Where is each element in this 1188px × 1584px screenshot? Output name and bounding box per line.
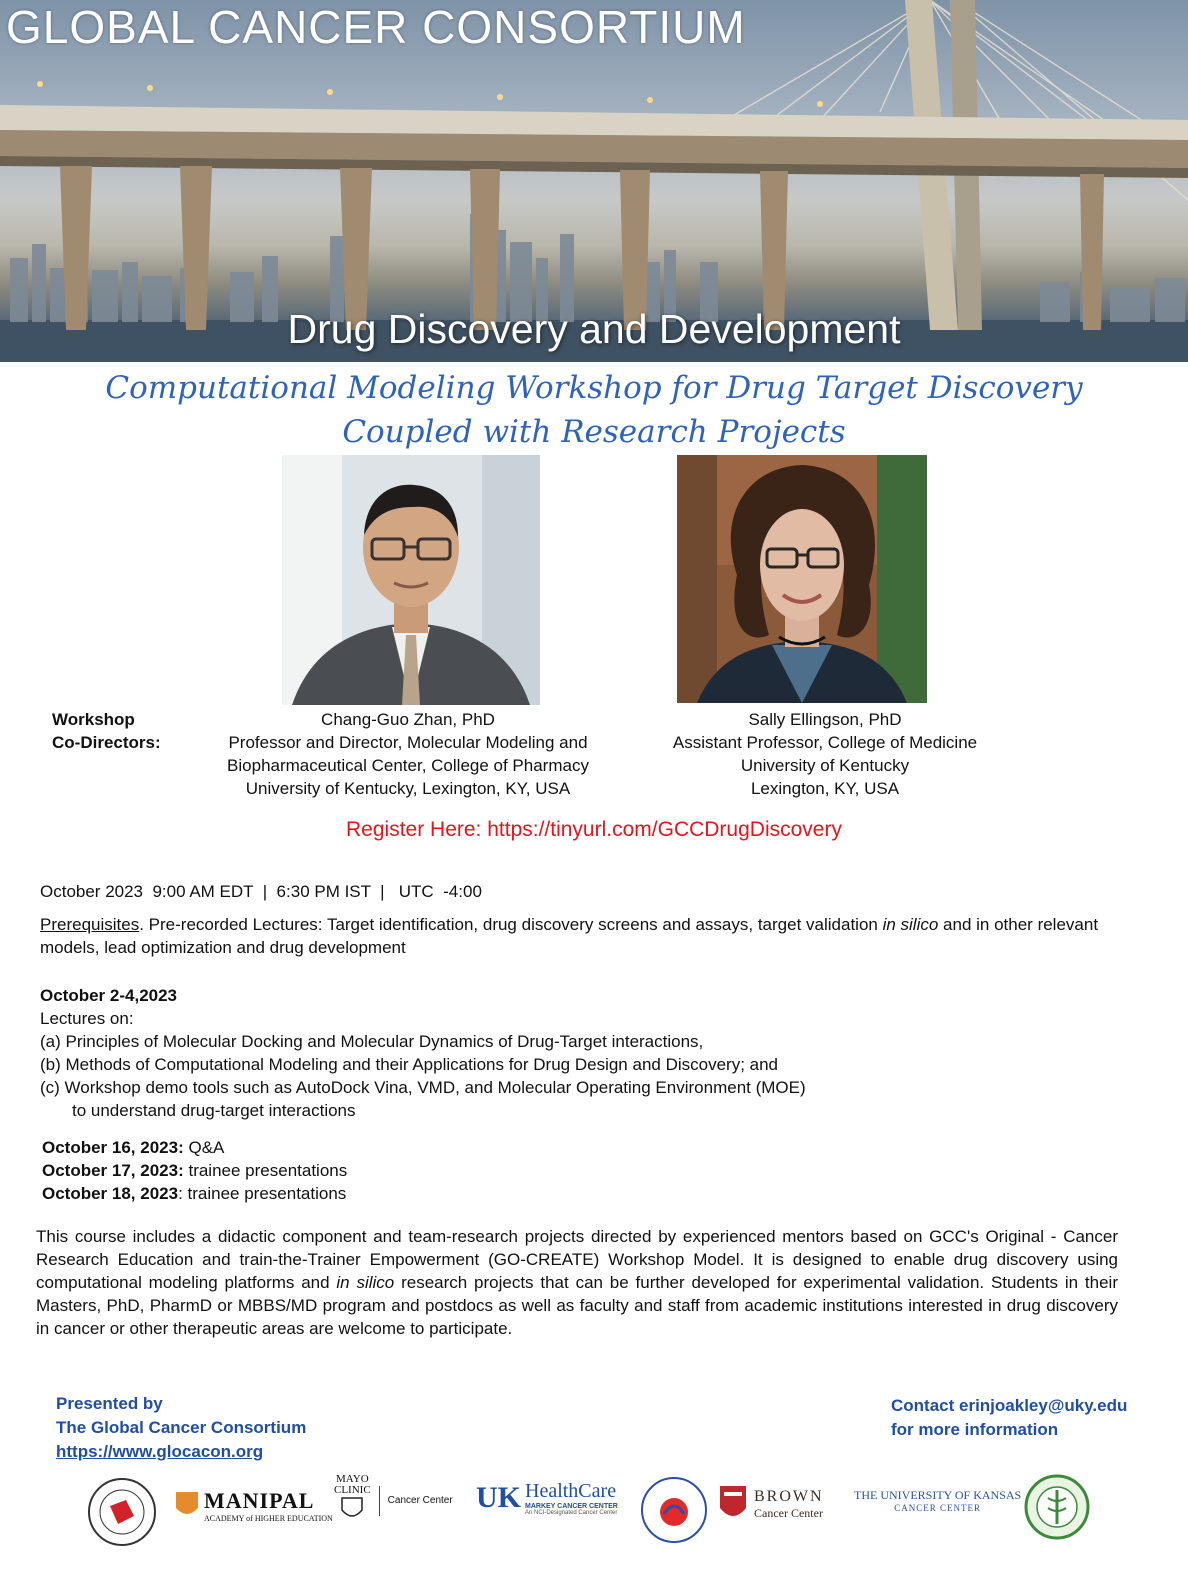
session-desc: trainee presentations bbox=[183, 1161, 348, 1180]
lecture-item-c: (c) Workshop demo tools such as AutoDock Vina, VMD, and Molecular Operating Environment (MOE) bbox=[40, 1078, 806, 1097]
header-banner bbox=[0, 0, 1188, 362]
director-zhan-title: Professor and Director, Molecular Modeling and bbox=[228, 733, 588, 752]
contact-prefix: Contact bbox=[891, 1396, 959, 1415]
contact-line2: for more information bbox=[891, 1420, 1059, 1439]
manipal-logo-text: MANIPAL bbox=[204, 1488, 315, 1513]
director-ellingson-affiliation: University of Kentucky bbox=[740, 756, 910, 775]
director-zhan-info bbox=[200, 708, 616, 800]
manipal-crest-icon bbox=[174, 1490, 200, 1522]
director-ellingson-location: Lexington, KY, USA bbox=[750, 779, 900, 798]
saroj-gupta-emblem-icon bbox=[638, 1474, 710, 1546]
session-desc: : trainee presentations bbox=[178, 1184, 347, 1203]
workshop-title-line1: Computational Modeling Workshop for Drug Target Discovery bbox=[105, 370, 1083, 406]
mayo-cancer-center-text: Cancer Center bbox=[387, 1495, 453, 1506]
uk-logo-text: HealthCare bbox=[525, 1480, 617, 1502]
session-row bbox=[42, 1136, 347, 1159]
prerequisites-text-cont: and in other relevant models, lead optimization and drug development bbox=[40, 915, 1099, 957]
codirectors-label-cont: Co-Directors: bbox=[52, 733, 161, 752]
director-ellingson-title: Assistant Professor, College of Medicine bbox=[672, 733, 978, 752]
brown-cancer-center-text: Cancer Center bbox=[754, 1505, 823, 1520]
session-row bbox=[42, 1159, 347, 1182]
director-ellingson-info bbox=[650, 708, 1000, 800]
tata-emblem-icon bbox=[86, 1476, 158, 1548]
prerequisites-paragraph bbox=[40, 913, 1120, 959]
session-row bbox=[42, 1182, 347, 1205]
china-medical-emblem-icon bbox=[1024, 1474, 1090, 1540]
session-desc: Q&A bbox=[183, 1138, 225, 1157]
mayo-logo-text-2: CLINIC bbox=[334, 1484, 371, 1496]
photo-chang-guo-zhan bbox=[282, 455, 540, 705]
contact-line bbox=[891, 1394, 1127, 1418]
session-date: October 18, 2023 bbox=[42, 1184, 179, 1203]
prerequisites-italic: in silico bbox=[882, 915, 939, 934]
description-text-cont: research projects that can be further developed for experimental validation. Students in their Masters, PhD, PharmD or MBBS/MD program and postdocs as well as faculty and staff from academic institutions interested in drug discovery in cancer or other therapeutic areas are welcome to participate. bbox=[36, 1273, 1118, 1338]
lecture-dates: October 2-4,2023 bbox=[40, 986, 178, 1005]
director-zhan-dept: Biopharmaceutical Center, College of Pharmacy bbox=[227, 756, 589, 775]
description-italic: in silico bbox=[336, 1273, 395, 1292]
uk-logo-mark: UK bbox=[476, 1481, 521, 1514]
contact-email-link[interactable]: erinjoakley@uky.edu bbox=[959, 1396, 1128, 1415]
director-zhan-affiliation: University of Kentucky, Lexington, KY, USA bbox=[245, 779, 571, 798]
uk-markey-text: MARKEY CANCER CENTER bbox=[525, 1503, 618, 1510]
uk-healthcare-logo bbox=[476, 1480, 618, 1516]
prerequisites-label: Prerequisites bbox=[40, 915, 140, 934]
kansas-cancer-center-text: CANCER CENTER bbox=[894, 1503, 981, 1513]
presented-by bbox=[56, 1392, 306, 1464]
register-link[interactable]: Register Here: https://tinyurl.com/GCCDrugDiscovery bbox=[346, 818, 842, 841]
brown-shield-icon bbox=[718, 1484, 748, 1524]
banner-title: Drug Discovery and Development bbox=[287, 306, 901, 352]
photo-sally-ellingson bbox=[677, 455, 927, 703]
manipal-logo-subtext: ACADEMY of HIGHER EDUCATION bbox=[204, 1514, 333, 1523]
schedule-times: October 2023 9:00 AM EDT | 6:30 PM IST | UTC -4:00 bbox=[40, 882, 482, 901]
kansas-logo-text: THE UNIVERSITY OF KANSAS bbox=[854, 1488, 1022, 1502]
partner-logos bbox=[78, 1474, 1118, 1554]
uk-nci-text: An NCI-Designated Cancer Center bbox=[525, 1510, 618, 1516]
lecture-block bbox=[40, 984, 1140, 1122]
brown-logo-text: BROWN bbox=[754, 1487, 824, 1505]
kansas-cancer-center-logo bbox=[854, 1488, 1021, 1513]
tata-memorial-logo bbox=[86, 1476, 158, 1548]
brown-cancer-center-logo bbox=[718, 1484, 824, 1524]
china-medical-university-logo bbox=[1024, 1474, 1090, 1540]
workshop-title-line2: Coupled with Research Projects bbox=[342, 414, 846, 450]
description-text: This course includes a didactic component and team-research projects directed by experienced mentors based on GCC's Original - Cancer Research Education and train-the-Trainer Empowerment (GO-CREATE) Workshop Model. It is designed to enable drug discovery using computational modeling platforms and bbox=[36, 1227, 1118, 1292]
mayo-logo-text: MAYO bbox=[336, 1473, 369, 1485]
codirectors-label: Workshop bbox=[52, 710, 135, 729]
session-date: October 17, 2023: bbox=[42, 1161, 184, 1180]
saroj-gupta-logo bbox=[638, 1474, 710, 1546]
manipal-logo bbox=[174, 1488, 333, 1523]
contact-info bbox=[891, 1394, 1127, 1442]
prerequisites-text: . Pre-recorded Lectures: Target identification, drug discovery screens and assays, target validation bbox=[139, 915, 883, 934]
mayo-shield-icon bbox=[340, 1496, 364, 1522]
director-ellingson-name: Sally Ellingson, PhD bbox=[748, 710, 902, 729]
session-date: October 16, 2023: bbox=[42, 1138, 184, 1157]
session-list bbox=[42, 1136, 347, 1205]
course-description bbox=[36, 1225, 1118, 1340]
lecture-intro: Lectures on: bbox=[40, 1009, 134, 1028]
lecture-item-a: (a) Principles of Molecular Docking and Molecular Dynamics of Drug-Target interactions, bbox=[40, 1032, 704, 1051]
director-zhan-name: Chang-Guo Zhan, PhD bbox=[321, 710, 495, 729]
mayo-clinic-logo bbox=[334, 1474, 453, 1527]
lecture-item-c-cont: to understand drug-target interactions bbox=[72, 1101, 356, 1120]
consortium-title: GLOBAL CANCER CONSORTIUM bbox=[6, 1, 746, 53]
lecture-item-b: (b) Methods of Computational Modeling and their Applications for Drug Design and Discovery; and bbox=[40, 1055, 779, 1074]
presented-label: Presented by bbox=[56, 1394, 163, 1413]
presenter-website-link[interactable]: https://www.glocacon.org bbox=[56, 1442, 264, 1461]
presenter-name: The Global Cancer Consortium bbox=[56, 1418, 307, 1437]
